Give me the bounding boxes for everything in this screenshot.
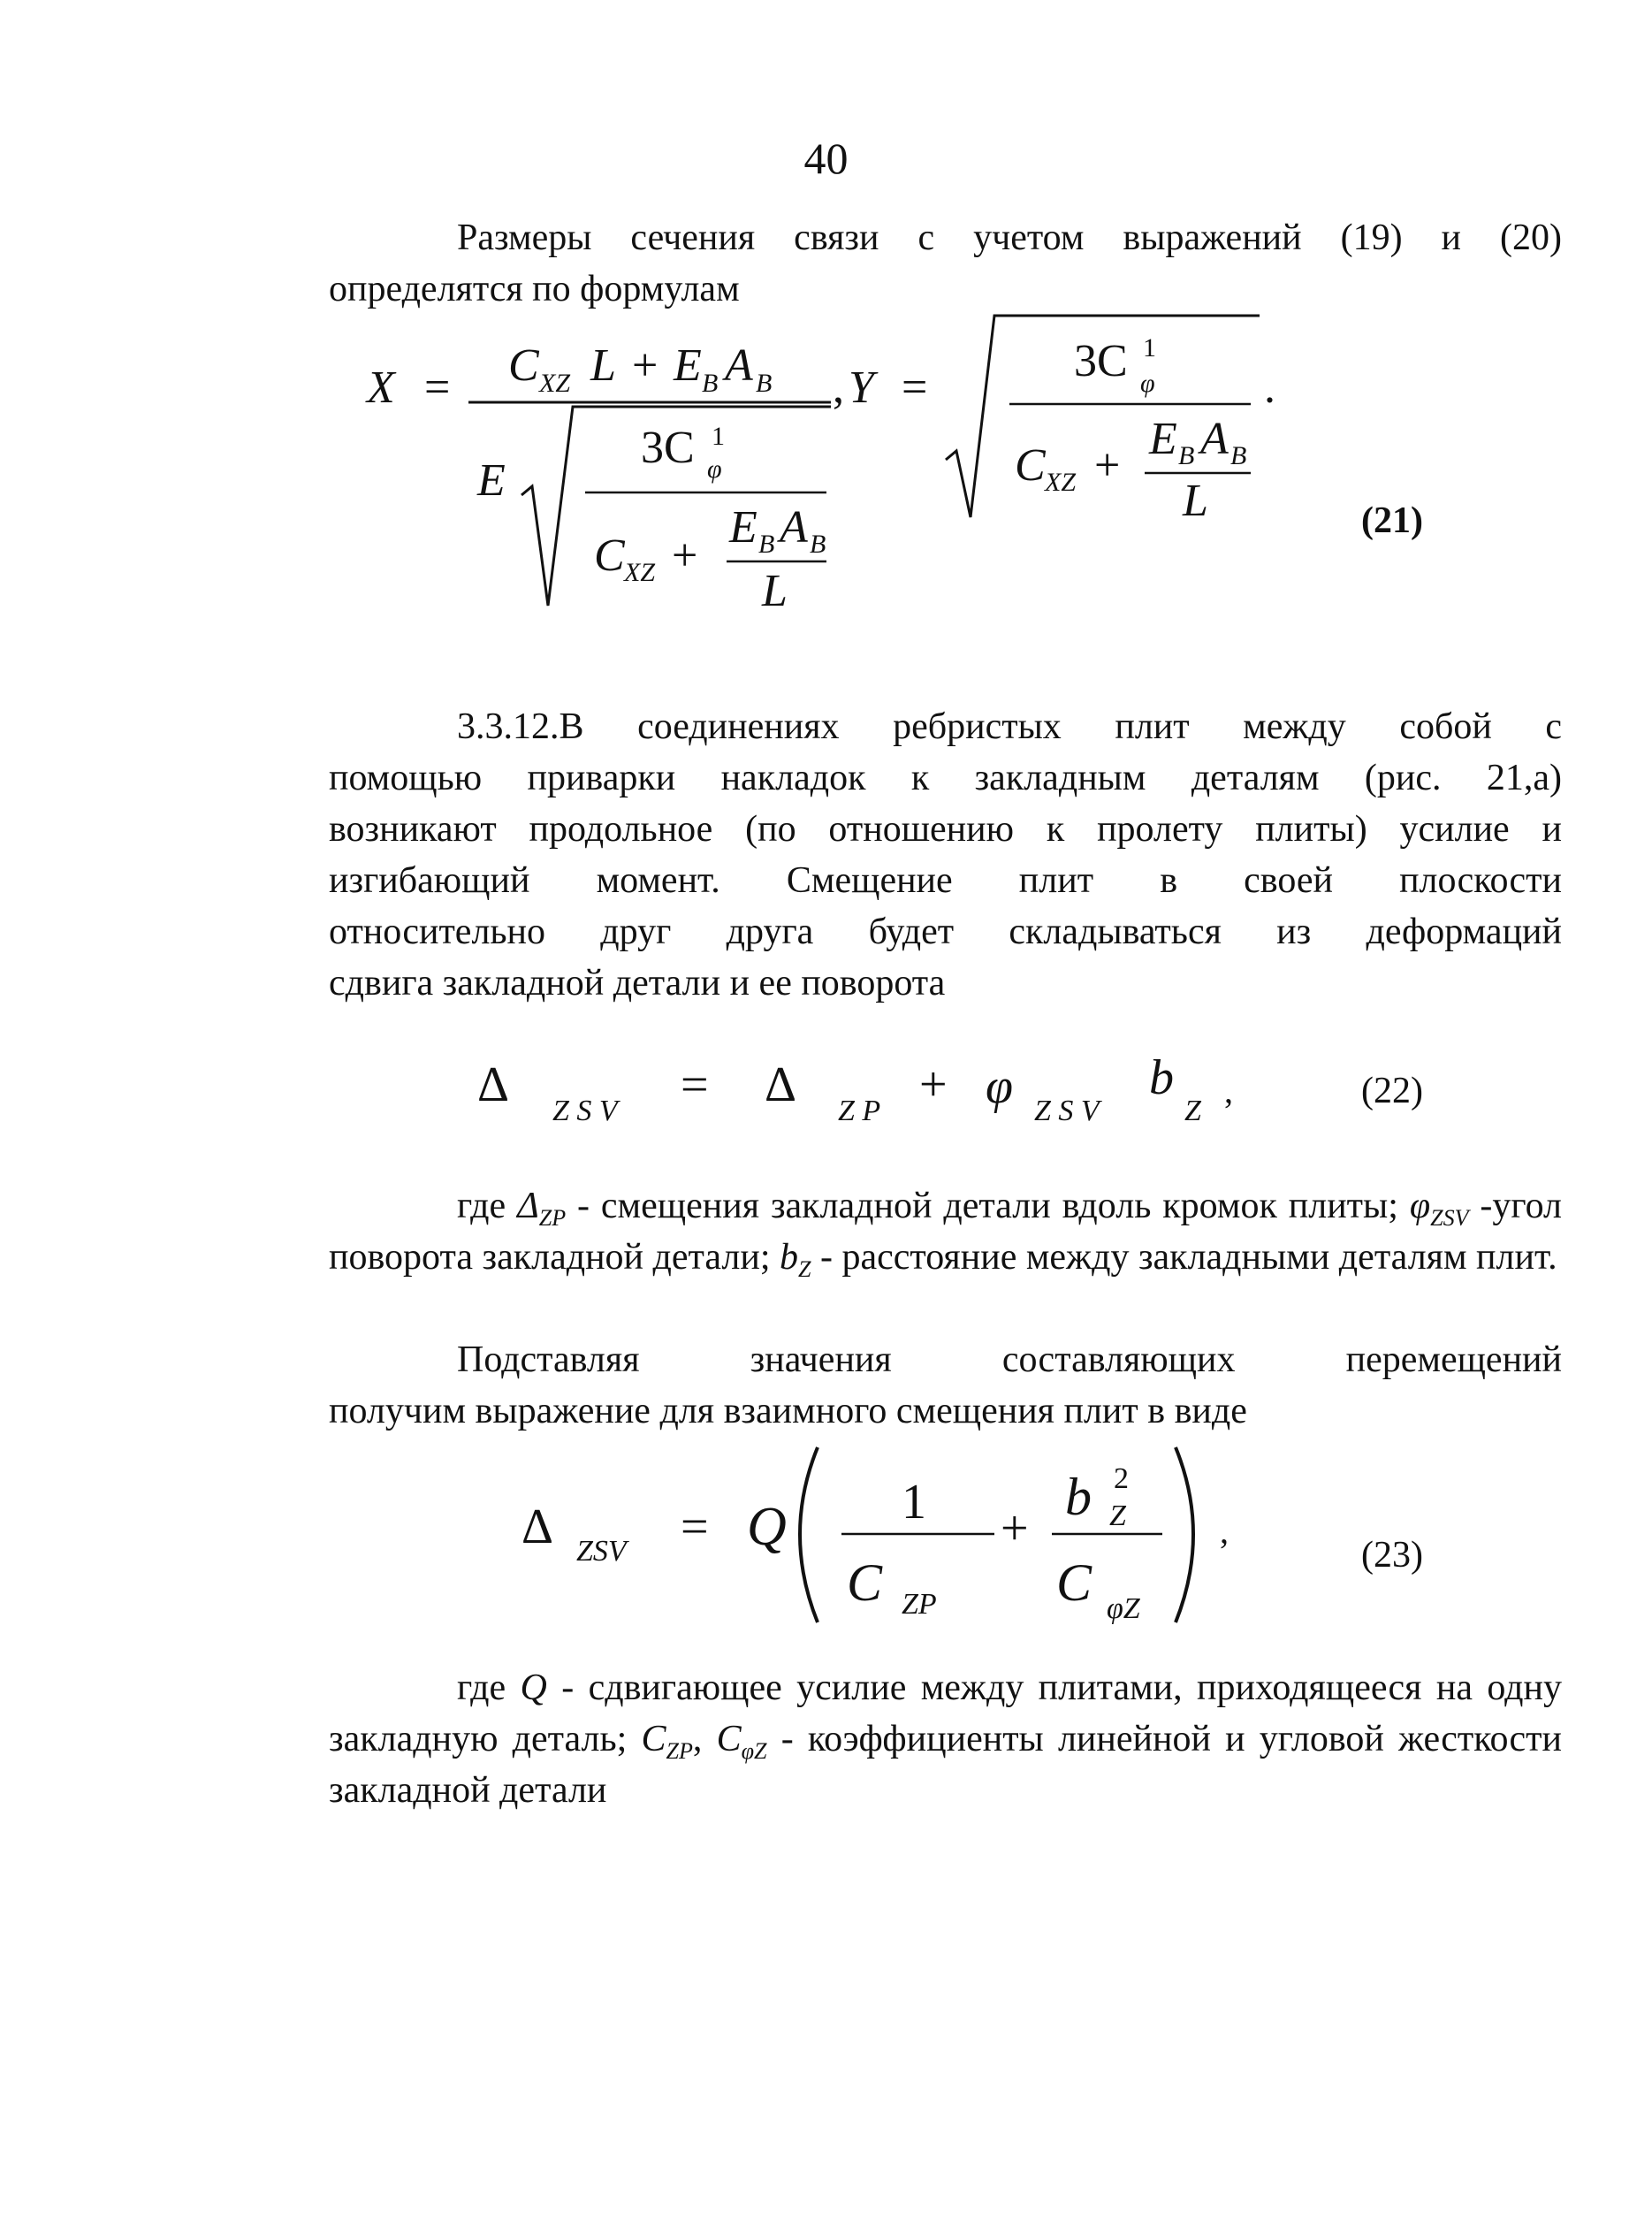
eq23-comma: , (1220, 1511, 1229, 1551)
paragraph-where-22 (329, 1180, 1562, 1283)
eq23-right-paren (1176, 1447, 1193, 1622)
eq21-y-eb: E (1149, 414, 1177, 464)
eq21-den-cxz: C (594, 530, 625, 581)
eq21-num-plus: + (632, 340, 659, 391)
text-bz-def: - расстояние между закладными деталям плит. (811, 1237, 1557, 1278)
eq23-sub-zsv: ZSV (576, 1535, 627, 1568)
eq21-y-cxz: C (1015, 440, 1046, 491)
eq22-sub-zp: Z P (838, 1095, 881, 1127)
eq21-den-eb-sub: B (758, 530, 775, 559)
eq23-sub-z: Z (1109, 1499, 1126, 1532)
paragraph-where-23 (329, 1662, 1562, 1816)
eq22-equals: = (681, 1057, 709, 1112)
eq23-b: b (1065, 1468, 1092, 1526)
eq23-c-phiz: C (1056, 1553, 1092, 1612)
eq22-delta-lhs: Δ (477, 1057, 510, 1112)
eq23-one: 1 (902, 1475, 926, 1530)
equation-22-number: (22) (1361, 1071, 1423, 1111)
eq23-sub-zp: ZP (902, 1588, 937, 1621)
eq21-y-c-sub: φ (1140, 369, 1155, 398)
eq21-num-a-sub: B (756, 369, 773, 398)
paragraph-line: относительно друг друга будет складываться из деформаций (329, 912, 1562, 952)
eq21-num-e: E (674, 340, 702, 391)
equation-22 (468, 1039, 1264, 1136)
symbol-phi-zsv: φ (1409, 1186, 1431, 1226)
text-q-def: - сдвигающее усилие между плитами, приходящееся на одну закладную деталь; (329, 1667, 1562, 1759)
eq21-den-c-sub: φ (707, 454, 722, 484)
eq21-den-3c: 3C (641, 423, 695, 473)
eq21-den-c-sup: 1 (712, 422, 725, 451)
page-number: 40 (803, 134, 849, 183)
symbol-bz: b (780, 1237, 799, 1278)
eq21-den-eb: E (729, 502, 757, 553)
eq21-num-l: L (590, 340, 616, 391)
eq23-sup-2: 2 (1114, 1462, 1129, 1495)
text-where: где (457, 1667, 521, 1708)
eq22-sub-zsv-lhs: Z S V (552, 1095, 618, 1127)
eq22-b: b (1149, 1050, 1174, 1105)
eq21-y-ab-sub: B (1230, 441, 1247, 470)
paragraph-line: возникают продольное (по отношению к пролету плиты) усилие и (329, 809, 1562, 850)
eq21-equals: = (424, 362, 451, 413)
eq21-y-ab: A (1200, 414, 1229, 464)
eq23-delta: Δ (521, 1499, 554, 1554)
eq22-comma: , (1224, 1071, 1233, 1110)
eq21-y-cxz-sub: XZ (1045, 468, 1077, 497)
eq21-den-ab: A (780, 502, 808, 553)
eq23-sub-phiz: φZ (1107, 1592, 1140, 1625)
eq21-den-l: L (762, 566, 788, 616)
eq23-left-paren (800, 1447, 818, 1622)
text-where: где (457, 1186, 518, 1226)
symbol-q: Q (520, 1667, 547, 1708)
eq21-num-a: A (725, 340, 753, 391)
symbol-delta-zp: Δ (517, 1186, 539, 1226)
eq21-comma: , (833, 362, 844, 413)
eq23-c-zp: C (847, 1553, 883, 1612)
eq21-y-eb-sub: B (1178, 441, 1195, 470)
eq21-y-l: L (1183, 476, 1208, 526)
eq22-phi: φ (986, 1059, 1013, 1114)
equation-23 (513, 1437, 1255, 1640)
eq21-den-e: E (477, 455, 506, 506)
equation-23-number: (23) (1361, 1535, 1423, 1576)
eq21-y-3c: 3C (1074, 336, 1128, 386)
eq21-dot: . (1264, 362, 1275, 413)
eq21-den-plus: + (672, 530, 698, 581)
eq23-q: Q (747, 1497, 787, 1557)
eq23-equals: = (681, 1499, 709, 1554)
eq21-num-c-sub: XZ (539, 369, 571, 398)
eq21-x: X (367, 362, 395, 413)
symbol-phi-zsv-sub: ZSV (1430, 1205, 1469, 1232)
text-phi-zsv-def: -угол поворота закладной детали; (329, 1186, 1562, 1278)
paragraph-substituting-line2: получим выражение для взаимного смещения плит в виде (329, 1391, 1247, 1431)
equation-21-number: (21) (1361, 500, 1423, 541)
paragraph-substituting-line1: Подставляя значения составляющих перемещений (457, 1339, 1562, 1380)
symbol-c-phiz-sub: φZ (741, 1738, 767, 1765)
symbol-c-zp-sub: ZP (666, 1738, 693, 1765)
equation-21 (336, 305, 1326, 623)
eq21-num-c: C (508, 340, 539, 391)
eq21-y-c-sup: 1 (1143, 333, 1156, 362)
symbol-bz-sub: Z (798, 1256, 811, 1283)
paragraph-line: помощью приварки накладок к закладным деталям (рис. 21,а) (329, 758, 1562, 798)
eq21-y: Y (849, 362, 874, 413)
text-separator: , (692, 1719, 717, 1759)
eq23-plus: + (1001, 1501, 1029, 1556)
text-delta-zp-def: - смещения закладной детали вдоль кромок плиты; (566, 1186, 1398, 1226)
paragraph-intro-line2: определятся по формулам (329, 269, 740, 309)
paragraph-line: 3.3.12.В соединениях ребристых плит между собой с (457, 706, 1562, 747)
symbol-c-phiz: C (716, 1719, 742, 1759)
eq22-plus: + (919, 1057, 948, 1112)
text-coefficients-def: - коэффициенты линейной и угловой жесткости закладной детали (329, 1719, 1563, 1811)
symbol-c-zp: C (641, 1719, 666, 1759)
eq21-den-ab-sub: B (810, 530, 826, 559)
eq21-den-cxz-sub: XZ (624, 558, 656, 587)
paragraph-line: сдвига закладной детали и ее поворота (329, 963, 946, 1003)
paragraph-line: изгибающий момент. Смещение плит в своей плоскости (329, 860, 1562, 901)
eq21-num-e-sub: B (702, 369, 719, 398)
eq22-sub-zsv-rhs: Z S V (1034, 1095, 1100, 1127)
eq22-sub-z: Z (1184, 1095, 1201, 1127)
eq21-y-plus: + (1094, 440, 1121, 491)
eq21-y-equals: = (902, 362, 928, 413)
eq22-delta-rhs: Δ (765, 1057, 797, 1112)
symbol-delta-zp-sub: ZP (538, 1205, 567, 1232)
paragraph-intro-line1: Размеры сечения связи с учетом выражений (19) и (20) (457, 217, 1562, 258)
